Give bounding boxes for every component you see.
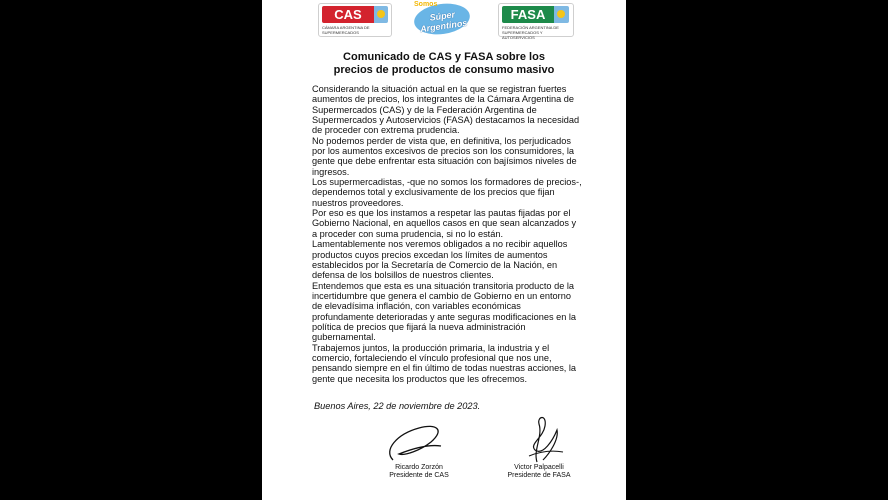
super-logo-name: Súper Argentinos	[419, 9, 468, 35]
signature-role-fasa: Presidente de FASA	[507, 472, 571, 479]
signature-block-cas	[364, 420, 474, 480]
document-date: Buenos Aires, 22 de noviembre de 2023.	[314, 401, 481, 411]
fasa-logo	[498, 3, 574, 40]
title-line-1: Comunicado de CAS y FASA sobre los	[343, 51, 545, 63]
title-line-2: precios de productos de consumo masivo	[333, 64, 555, 76]
fasa-logo-word: FASA	[502, 6, 554, 23]
paragraph-5: Lamentablemente nos veremos obligados a no recibir aquellos productos cuyos precios excedan los límites de aumentos establecidos por la Secretaría de Comercio de la Nación, en defensa de los bolsillos de nuestros clientes.	[312, 239, 568, 281]
signature-cas-graphic	[379, 420, 459, 464]
logo-band	[262, 0, 626, 40]
cas-logo	[318, 3, 392, 37]
sun-icon	[374, 6, 388, 23]
signature-name-fasa: Victor Palpacelli	[514, 464, 564, 471]
document-body	[312, 84, 582, 384]
paragraph-6: Entendemos que esta es una situación transitoria producto de la incertidumbre que genera el cambio de Gobierno en un entorno de elevadísima inflación, con variables económicas profundamente deterioradas y ante seguras modificaciones en la política de precios que fijará la nueva administración gubernamental.	[312, 280, 577, 343]
cas-logo-subtitle: CÁMARA ARGENTINA DE SUPERMERCADOS	[322, 25, 370, 35]
signature-fasa-graphic	[499, 410, 579, 464]
signature-role-cas: Presidente de CAS	[389, 472, 449, 479]
document-page	[262, 0, 626, 500]
document-title	[322, 51, 566, 77]
fasa-logo-subtitle: FEDERACIÓN ARGENTINA DE SUPERMERCADOS Y AUTOSERVICIOS	[502, 25, 559, 40]
super-argentinos-logo	[412, 0, 474, 38]
signature-name-cas: Ricardo Zorzón	[395, 464, 443, 471]
cas-logo-word: CAS	[322, 6, 374, 23]
signature-block-fasa	[484, 410, 594, 480]
super-logo-top: Somos	[414, 1, 438, 8]
sun-icon	[554, 6, 569, 23]
paragraph-4: Por eso es que los instamos a respetar las pautas fijadas por el Gobierno Nacional, en aquellos casos en que sean alcanzados y a proceder con suma prudencia, si no lo están.	[312, 208, 577, 239]
paragraph-1: Considerando la situación actual en la que se registran fuertes aumentos de precios, los integrantes de la Cámara Argentina de Supermercados (CAS) y de la Federación Argentina de Supermercados y Autoservicios (FASA) destacamos la necesidad de proceder con extrema prudencia.	[312, 84, 580, 136]
paragraph-2: No podemos perder de vista que, en definitiva, los perjudicados por los aumentos excesivos de precios son los consumidores, la gente que debe enfrentar esta situación con bajísimos niveles de ingresos.	[312, 135, 577, 177]
paragraph-3: Los supermercadistas, -que no somos los formadores de precios-, dependemos total y exclusivamente de los precios que fijan nuestros proveedores.	[312, 177, 582, 208]
paragraph-7: Trabajemos juntos, la producción primaria, la industria y el comercio, fortaleciendo el vínculo profesional que nos une, pensando siempre en el fin último de todas nuestras acciones, la gente que necesita los productos que les ofrecemos.	[312, 342, 577, 384]
